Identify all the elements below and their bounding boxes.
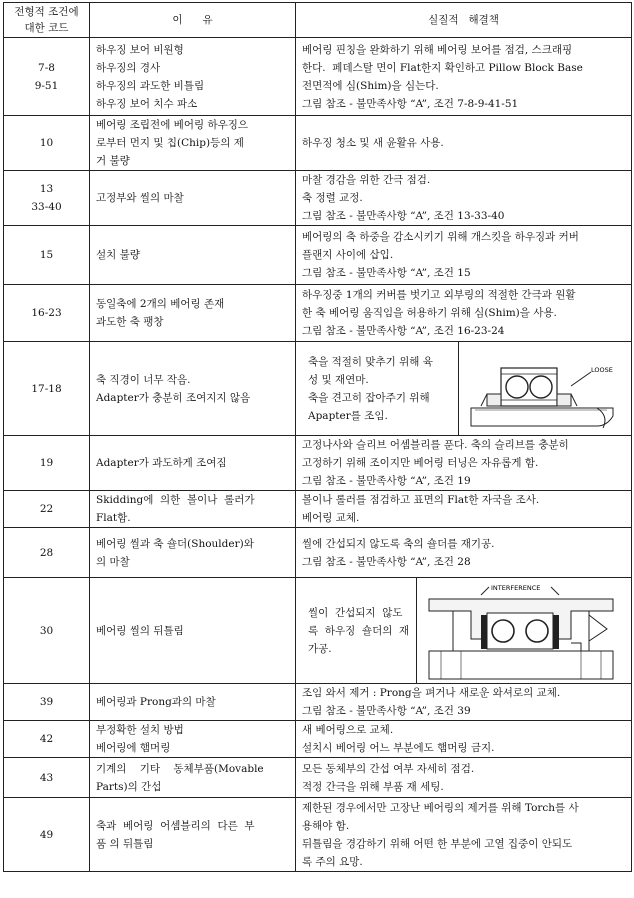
table-row [4, 171, 632, 226]
condition-code [4, 798, 90, 872]
text-line: 축과 베어링 어셈블리의 다른 부 [96, 819, 255, 832]
reason-cell [90, 798, 296, 872]
text-line: 15 [39, 249, 54, 261]
text-line: 43 [39, 771, 54, 784]
text-line: 그림 참조 - 불만족사항 “A”, 조건 28 [302, 555, 471, 568]
text-line: 그림 참조 - 불만족사항 “A”, 조건 39 [302, 705, 471, 717]
table-body [4, 38, 632, 872]
condition-code [4, 528, 90, 578]
condition-code [4, 436, 90, 491]
text-line: 고정하기 위해 조이지만 베어링 터닝은 자유롭게 함. [302, 457, 539, 469]
solution-cell [296, 578, 632, 684]
text-line: 19 [39, 457, 54, 469]
condition-code [4, 226, 90, 285]
reason-cell [90, 38, 296, 116]
text-line: 축을 견고히 잡아주기 위해 [308, 391, 430, 404]
solution-cell [296, 116, 632, 171]
text-line: 용해야 함. [302, 819, 350, 832]
header-solution: 실질적 해결책 [296, 3, 632, 38]
reason-cell [90, 171, 296, 226]
text-line: 10 [39, 137, 54, 149]
condition-code [4, 758, 90, 798]
text-line: 모든 동체부의 간섭 여부 자세히 점검. [302, 762, 475, 775]
text-line: 39 [39, 696, 54, 708]
text-line: 설치 불량 [96, 249, 140, 261]
text-line: 하우징 보어 비원형 [96, 43, 184, 56]
solution-cell [296, 528, 632, 578]
text-line: 성 및 재연마. [308, 373, 369, 386]
text-line: 축 정렬 교정. [302, 192, 363, 204]
condition-code [4, 285, 90, 342]
text-line: 조임 와서 제거 : Prong을 펴거나 새로운 와셔로의 교체. [302, 687, 561, 699]
header-code [4, 3, 90, 38]
text-line: 9-51 [34, 79, 59, 92]
solution-cell [296, 38, 632, 116]
text-line: 28 [39, 546, 54, 559]
reason-cell [90, 285, 296, 342]
text-line: 씰에 간섭되지 않도록 축의 숄더를 재기공. [302, 537, 495, 550]
text-line: 베어링의 축 하중을 감소시키기 위해 개스킷을 하우징과 커버 [302, 231, 579, 243]
text-line: Adapter가 과도하게 조여짐 [96, 457, 227, 469]
text-line: 베어링 핀칭을 완화하기 위해 베어링 보어를 점검, 스크래핑 [302, 43, 573, 56]
text-line: 거 불량 [96, 155, 130, 167]
solution-cell [296, 758, 632, 798]
troubleshooting-table [3, 2, 632, 872]
condition-code [4, 116, 90, 171]
condition-code [4, 491, 90, 528]
text-line: 22 [39, 503, 54, 515]
text-line: 30 [39, 624, 54, 637]
bearing-loose-figure-icon [467, 346, 617, 432]
text-line: 베어링 씰의 뒤틀림 [96, 624, 184, 637]
header-code-line1: 전형적 조건에 [14, 6, 79, 18]
text-line: Adapter가 충분히 조여지지 않음 [96, 391, 251, 404]
text-line: 그림 참조 - 불만족사항 “A”, 조건 7-8-9-41-51 [302, 97, 519, 110]
figure-panel [416, 578, 625, 683]
text-line: 그림 참조 - 불만족사항 “A”, 조건 16-23-24 [302, 325, 505, 337]
text-line: 적정 간극을 위해 부품 재 세팅. [302, 780, 444, 793]
table-row [4, 798, 632, 872]
text-line: 기계의 기타 동체부품(Movable [96, 762, 264, 775]
solution-cell [296, 721, 632, 758]
condition-code [4, 578, 90, 684]
table-row [4, 528, 632, 578]
text-line: 하우징의 경사 [96, 61, 161, 74]
reason-cell [90, 721, 296, 758]
text-line: 49 [39, 828, 54, 841]
text-line: 뒤틀림을 경감하기 위해 어떤 한 부분에 고열 집중이 안되도 [302, 837, 573, 850]
text-line: 그림 참조 - 불만족사항 “A”, 조건 13-33-40 [302, 210, 505, 222]
text-line: 축을 적절히 맞추기 위해 육 [308, 355, 433, 368]
text-line: 축 직경이 너무 작음. [96, 373, 191, 386]
reason-cell [90, 342, 296, 436]
text-line: 베어링과 Prong과의 마찰 [96, 696, 216, 708]
text-line: 볼이나 롤러를 점검하고 표면의 Flat한 자국을 조사. [302, 494, 540, 506]
text-line: 하우징중 1개의 커버를 벗기고 외부링의 적절한 간극과 원활 [302, 289, 576, 301]
condition-code [4, 38, 90, 116]
reason-cell [90, 528, 296, 578]
header-code-line2: 대한 코드 [24, 22, 69, 34]
text-line: 16-23 [31, 307, 62, 319]
text-line: 가공. [308, 642, 332, 655]
table-row [4, 38, 632, 116]
text-line: Apapter를 조임. [308, 409, 388, 422]
solution-cell [296, 285, 632, 342]
text-line: 제한된 경우에서만 고장난 베어링의 제거를 위해 Torch를 사 [302, 801, 579, 814]
reason-cell [90, 758, 296, 798]
solution-cell [296, 342, 632, 436]
condition-code [4, 721, 90, 758]
table-row [4, 116, 632, 171]
reason-cell [90, 226, 296, 285]
text-line: 42 [39, 733, 54, 745]
table-row [4, 491, 632, 528]
interference-label: INTERFERENCE [491, 583, 541, 592]
text-line: 17-18 [31, 382, 62, 395]
table-row [4, 684, 632, 721]
text-line: 품 의 뒤틀림 [96, 837, 154, 850]
table-row [4, 285, 632, 342]
text-line: Parts)의 간섭 [96, 780, 162, 793]
text-line: 고정나사와 슬리브 어셈블리를 푼다. 축의 슬리브를 충분히 [302, 439, 569, 451]
table-row [4, 436, 632, 491]
solution-cell [296, 491, 632, 528]
text-line: 한다. 페데스탈 면이 Flat한지 확인하고 Pillow Block Base [302, 61, 583, 74]
text-line: 플랜지 사이에 삽입. [302, 249, 394, 261]
text-line: 고정부와 씰의 마찰 [96, 192, 184, 204]
reason-cell [90, 116, 296, 171]
text-line: 하우징 보어 치수 파소 [96, 97, 198, 110]
reason-cell [90, 436, 296, 491]
text-line: Skidding에 의한 볼이나 롤러가 [96, 494, 255, 506]
text-line: 설치시 베어링 어느 부분에도 햄머링 금지. [302, 742, 495, 754]
text-line: 마찰 경감을 위한 간극 점검. [302, 174, 431, 186]
table-row [4, 342, 632, 436]
text-line: 그림 참조 - 불만족사항 “A”, 조건 15 [302, 267, 471, 279]
text-line: 부정확한 설치 방법 [96, 724, 184, 736]
table-row [4, 758, 632, 798]
text-line: 13 [39, 183, 54, 195]
figure-panel [458, 342, 625, 435]
text-line: 의 마찰 [96, 555, 130, 568]
reason-cell [90, 684, 296, 721]
text-line: 베어링 조립전에 베어링 하우징으 [96, 119, 249, 131]
table-header-row [4, 3, 632, 38]
text-line: 새 베어링으로 교체. [302, 724, 394, 736]
solution-cell [296, 684, 632, 721]
solution-cell [296, 226, 632, 285]
text-line: 하우징 청소 및 새 윤활유 사용. [302, 137, 444, 149]
text-line: 베어링에 햄머링 [96, 742, 171, 754]
text-line: 베어링 씰과 축 숄더(Shoulder)와 [96, 537, 254, 550]
loose-label: LOOSE [591, 365, 613, 374]
condition-code [4, 684, 90, 721]
reason-cell [90, 578, 296, 684]
text-line: Flat함. [96, 512, 131, 524]
condition-code [4, 171, 90, 226]
table-row [4, 721, 632, 758]
text-line: 동일축에 2개의 베어링 존재 [96, 298, 225, 310]
solution-cell [296, 436, 632, 491]
text-line: 베어링 교체. [302, 512, 360, 524]
text-line: 과도한 축 팽창 [96, 316, 164, 328]
reason-cell [90, 491, 296, 528]
text-line: 씰이 간섭되지 않도 [308, 606, 403, 619]
text-line: 로부터 먼지 및 칩(Chip)등의 제 [96, 137, 244, 149]
text-line: 33-40 [31, 201, 62, 213]
table-row [4, 578, 632, 684]
solution-cell [296, 171, 632, 226]
text-line: 그림 참조 - 불만족사항 “A”, 조건 19 [302, 475, 471, 487]
text-line: 한 축 베어링 움직임을 허용하기 위해 심(Shim)을 사용. [302, 307, 557, 319]
text-line: 전면적에 심(Shim)을 심는다. [302, 79, 439, 92]
seal-interference-figure-icon [421, 581, 621, 681]
text-line: 록 주의 요망. [302, 855, 363, 868]
text-line: 하우징의 과도한 비틀림 [96, 79, 205, 92]
header-reason: 이 유 [90, 3, 296, 38]
text-line: 7-8 [38, 61, 55, 74]
text-line: 록 하우징 숄더의 재 [308, 624, 410, 637]
table-row [4, 226, 632, 285]
condition-code [4, 342, 90, 436]
solution-cell [296, 798, 632, 872]
